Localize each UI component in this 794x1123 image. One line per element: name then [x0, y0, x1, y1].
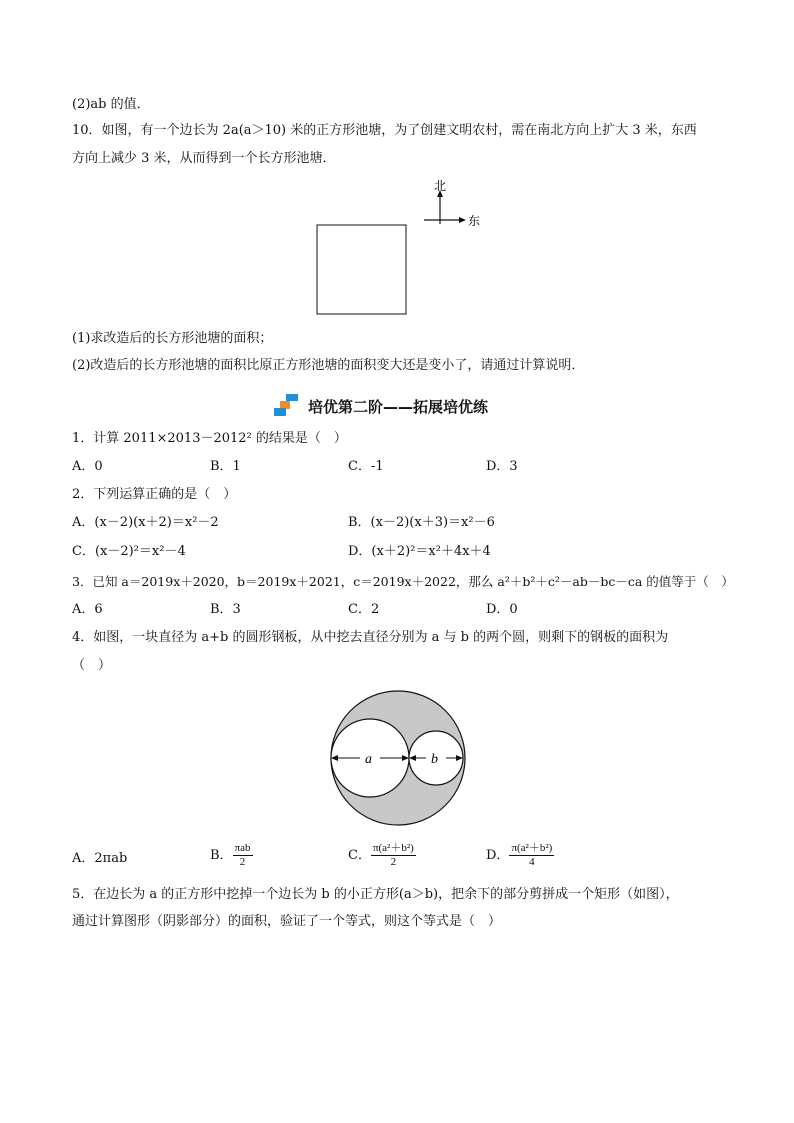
- compass-north-label: 北: [434, 179, 447, 193]
- q1-option-b: B．1: [210, 459, 241, 474]
- q5-stem-line2: 通过计算图形（阴影部分）的面积，验证了一个等式，则这个等式是（ ）: [72, 914, 502, 929]
- q2-option-c: C．(x－2)²＝x²－4: [72, 544, 186, 559]
- compass-icon: [424, 179, 480, 228]
- q3-option-a: A．6: [72, 602, 103, 617]
- q4-option-d: [486, 842, 554, 869]
- compass-east-label: 东: [468, 214, 481, 228]
- label-b: b: [431, 752, 438, 767]
- q4-option-b-fraction: [233, 842, 253, 869]
- q1-stem: 1．计算 2011×2013－2012² 的结果是（ ）: [72, 431, 347, 446]
- q4-stem-line2: （ ）: [72, 658, 112, 673]
- q4-option-a: A．2πab: [72, 851, 128, 866]
- q4-option-d-fraction: [509, 842, 554, 869]
- q4-option-d-prefix: D．: [486, 847, 510, 863]
- q2-option-d: D．(x＋2)²＝x²＋4x＋4: [348, 544, 491, 559]
- q2-option-b: B．(x－2)(x＋3)＝x²－6: [348, 515, 495, 530]
- square-pond: [317, 225, 406, 314]
- q2-option-a: A．(x－2)(x＋2)＝x²－2: [72, 515, 219, 530]
- q2-stem: 2．下列运算正确的是（ ）: [72, 487, 237, 502]
- q1-option-d: D．3: [486, 459, 518, 474]
- section-title: 培优第二阶——拓展培优练: [308, 397, 489, 416]
- q4-option-c-fraction: [371, 842, 416, 869]
- q1-option-c: C．-1: [348, 459, 384, 474]
- q3-option-b: B．3: [210, 602, 241, 617]
- q4-option-b-numerator: πab: [234, 842, 251, 854]
- prev-problem-part2: (2)ab 的值．: [72, 97, 150, 112]
- q3-option-d: D．0: [486, 602, 518, 617]
- q4-option-b: [210, 842, 253, 869]
- q4-circle-figure: [328, 690, 470, 828]
- q4-option-c-denominator: 2: [390, 856, 397, 868]
- section-heading: [274, 394, 488, 418]
- q3-option-c: C．2: [348, 602, 380, 617]
- q4-option-d-numerator: π(a²＋b²): [511, 842, 553, 854]
- q4-option-d-denominator: 4: [529, 856, 535, 868]
- q10-stem-line2: 方向上减少 3 米，从而得到一个长方形池塘．: [72, 151, 336, 166]
- q4-option-c-prefix: C．: [348, 847, 371, 863]
- q4-option-b-prefix: B．: [210, 847, 233, 863]
- q4-option-c: [348, 842, 416, 869]
- section-logo-icon: [274, 394, 300, 418]
- label-a: a: [365, 752, 372, 767]
- q3-stem: 3．已知 a＝2019x＋2020，b＝2019x＋2021，c＝2019x＋2022，那么 a²＋b²＋c²－ab－bc－ca 的值等于（ ）: [72, 574, 734, 589]
- q4-stem-line1: 4．如图，一块直径为 a+b 的圆形钢板，从中挖去直径分别为 a 与 b 的两个圆，则剩下的钢板的面积为: [72, 630, 669, 645]
- q5-stem-line1: 5．在边长为 a 的正方形中挖掉一个边长为 b 的小正方形(a＞b)，把余下的部分剪拼成一个矩形（如图），: [72, 887, 679, 902]
- q10-subquestion-2: (2)改造后的长方形池塘的面积比原正方形池塘的面积变大还是变小了，请通过计算说明．: [72, 358, 585, 373]
- q4-option-b-denominator: 2: [239, 856, 246, 868]
- q1-option-a: A．0: [72, 459, 103, 474]
- q4-option-c-numerator: π(a²＋b²): [372, 842, 414, 854]
- q10-subquestion-1: (1)求改造后的长方形池塘的面积；: [72, 331, 273, 346]
- q10-figure: [300, 178, 500, 323]
- q10-stem-line1: 10．如图，有一个边长为 2a(a＞10) 米的正方形池塘，为了创建文明农村，需在南北方向上扩大 3 米，东西: [72, 123, 697, 138]
